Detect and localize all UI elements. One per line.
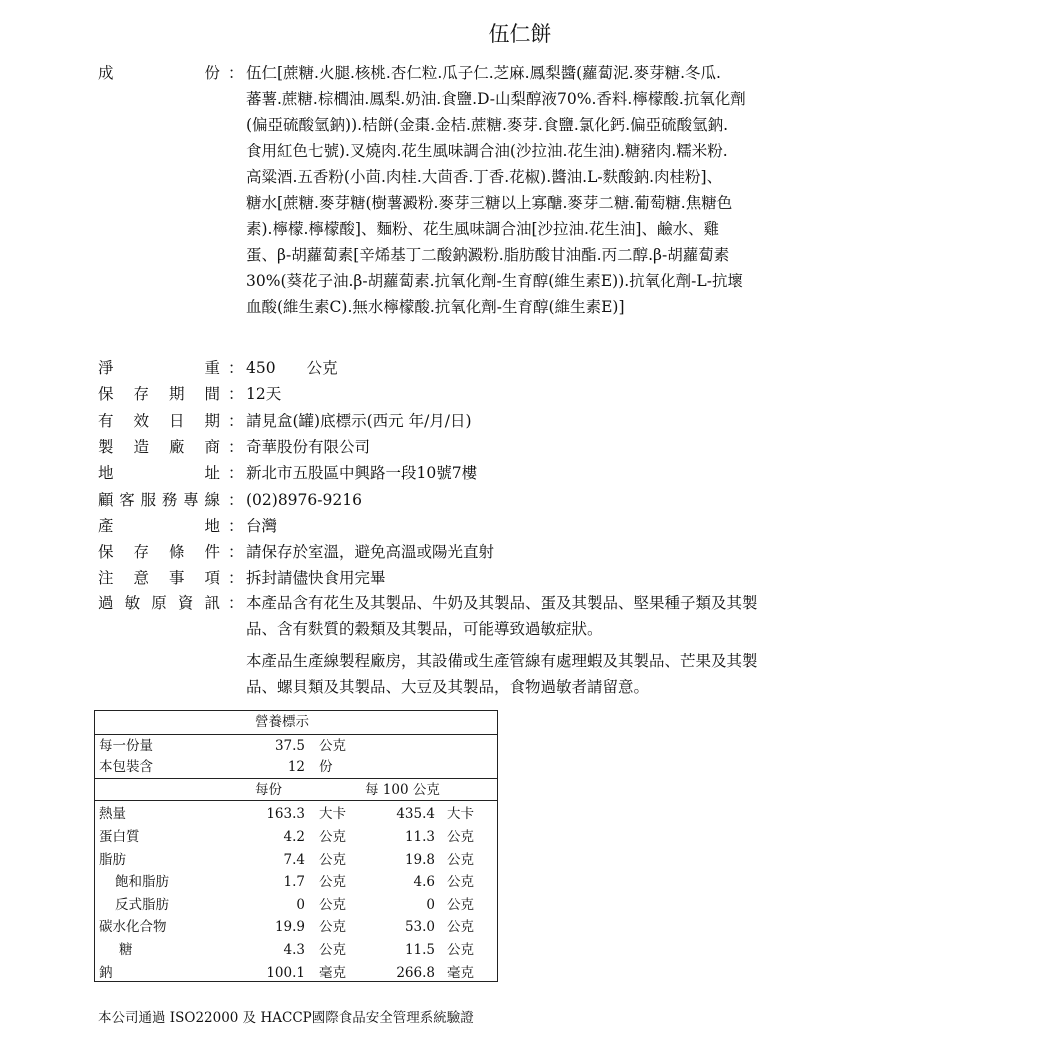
ingredients-line: 血酸(維生素C).無水檸檬酸.抗氧化劑-生育醇(維生素E)] [246,298,625,316]
colon: ： [228,385,244,404]
field-label [98,539,220,565]
per-100g-value: 11.5 [404,942,435,958]
label-char: 地 [204,516,220,535]
certification-note: 本公司通過 ISO22000 及 HACCP國際食品安全管理系統驗證 [98,1010,474,1026]
info-value: (02)8976-9216 [246,490,362,509]
label-char: 有 [98,411,114,430]
per-100g-value: 266.8 [396,964,435,981]
label-char: 注 [98,569,114,588]
product-title: 伍仁餅 [488,22,552,46]
per-100g-unit: 大卡 [447,806,474,823]
pack-label: 本包裝含 [99,759,153,776]
field-label [98,487,220,513]
per-serving-unit: 公克 [319,829,346,845]
info-value: 新北市五股區中興路一段10號7樓 [246,464,478,483]
info-value: 請保存於室溫，避免高溫或陽光直射 [246,543,495,562]
nutrient-row [95,939,497,962]
nutrient-name: 脂肪 [99,851,126,868]
ingredients-line: 高粱酒.五香粉(小茴.肉桂.大茴香.丁香.花椒).醬油.L-麩酸鈉.肉桂粉]、 [246,168,723,186]
label-char: 效 [133,411,149,430]
label-char: 造 [133,437,149,456]
colon: ： [228,543,244,562]
per-serving-unit: 公克 [319,851,346,868]
label-char: 線 [204,490,220,509]
per-serving-value: 19.9 [274,919,305,936]
nutrient-row [95,803,497,826]
per-serving-unit: 公克 [319,942,346,958]
label-char: 務 [161,490,178,509]
nutrition-title-row [95,711,497,734]
col-per-100g: 每 100 公克 [365,781,440,798]
allergen-line: 品、含有麩質的穀類及其製品，可能導致過敏症狀。 [246,620,603,638]
per-100g-value: 53.0 [404,919,435,936]
label-char: 商 [204,437,220,456]
colon: ： [228,464,244,483]
nutrition-table [94,710,498,982]
label-char: 期 [204,411,220,430]
per-serving-value: 100.1 [266,964,305,981]
nutrient-name: 熱量 [99,806,126,823]
label-char: 存 [133,543,149,562]
field-label [98,460,220,486]
label-char: 地 [98,464,114,483]
label-char: 址 [204,464,220,483]
serving-size-row [95,735,497,758]
per-100g-value: 19.8 [404,851,435,868]
per-100g-unit: 公克 [447,874,474,891]
label-char: 日 [168,411,185,430]
per-100g-unit: 公克 [447,919,474,936]
per-100g-value: 4.6 [413,874,435,891]
field-label [98,408,220,434]
nutrient-row [95,962,497,985]
label-char: 敏 [124,594,141,612]
label-char: 淨 [98,359,114,377]
ingredients-line: 伍仁[蔗糖.火腿.核桃.杏仁粒.瓜子仁.芝麻.鳳梨醬(蘿蔔泥.麥芽糖.冬瓜. [246,64,721,82]
ingredients-line: 蛋、β-胡蘿蔔素[辛烯基丁二酸鈉澱粉.脂肪酸甘油酯.丙二醇.β-胡蘿蔔素 [246,246,730,264]
ingredients-line: (偏亞硫酸氫鈉)).桔餅(金棗.金桔.蔗糖.麥芽.食鹽.氯化鈣.偏亞硫酸氫鈉. [246,116,729,134]
field-label [98,565,220,591]
nutrient-row [95,916,497,939]
nutrient-name: 飽和脂肪 [115,874,169,891]
nutrient-name: 碳水化合物 [99,919,167,936]
field-label [98,381,220,407]
ingredients-line: 糖水[蔗糖.麥芽糖(樹薯澱粉.麥芽三糖以上寡醣.麥芽二糖.葡萄糖.焦糖色 [246,194,733,212]
per-serving-unit: 毫克 [319,964,346,981]
label-char: 資 [177,594,194,612]
label-char: 事 [168,569,185,588]
label-char: 保 [98,543,114,562]
pack-value: 12 [287,759,305,776]
label-char: 存 [133,385,149,404]
nutrient-row [95,894,497,917]
per-100g-unit: 公克 [447,829,474,845]
per-100g-value: 435.4 [396,806,435,823]
per-serving-value: 0 [296,896,305,913]
table-rule [95,800,497,801]
serving-unit: 公克 [319,737,346,754]
field-label [98,355,220,381]
field-label [98,590,220,616]
per-serving-value: 4.3 [283,942,305,958]
label-char: 服 [140,490,157,509]
ingredients-line: 素).檸檬.檸檬酸]、麵粉、花生風味調合油[沙拉油.花生油]、鹼水、雞 [246,220,719,238]
per-serving-unit: 公克 [319,919,346,936]
info-value: 拆封請儘快食用完畢 [246,569,386,588]
per-serving-unit: 公克 [319,874,346,891]
per-100g-unit: 公克 [447,896,474,913]
per-serving-value: 7.4 [283,851,305,868]
colon: ： [228,437,244,456]
info-value: 台灣 [246,516,278,535]
label-char: 意 [133,569,149,588]
nutrient-name: 糖 [119,942,133,958]
label-char: 過 [98,594,114,612]
info-value: 請見盒(罐)底標示(西元 年/月/日) [246,411,472,430]
column-header-row [95,779,497,802]
per-serving-value: 1.7 [283,874,305,891]
ingredients-line: 30%(葵花子油.β-胡蘿蔔素.抗氧化劑-生育醇(維生素E)).抗氧化劑-L-抗壞 [246,272,743,290]
label-char: 條 [168,543,185,562]
label-char: 專 [183,490,199,509]
allergen-text [246,590,866,700]
colon: ： [228,516,244,535]
per-100g-unit: 公克 [447,851,474,868]
ingredients-text [246,60,866,320]
nutrient-row [95,849,497,872]
label-char: 顧 [98,490,114,509]
nutrient-name: 蛋白質 [99,829,140,845]
label-char: 訊 [204,594,220,612]
servings-per-pack-row [95,756,497,779]
serving-label: 每一份量 [99,737,153,754]
field-label [98,434,220,460]
label-char: 成 [98,64,114,82]
colon: ： [228,490,244,509]
nutrient-row [95,871,497,894]
label-char: 間 [204,385,220,404]
label-char: 產 [98,516,114,535]
ingredients-line: 蕃薯.蔗糖.棕櫚油.鳳梨.奶油.食鹽.D-山梨醇液70%.香料.檸檬酸.抗氧化劑 [246,90,746,108]
per-serving-unit: 大卡 [319,806,346,823]
label-char: 期 [168,385,185,404]
label-char: 保 [98,385,114,404]
nutrition-title: 營養標示 [255,714,309,730]
field-label [98,513,220,539]
label-char: 項 [204,569,220,588]
colon: ： [228,64,244,82]
per-serving-value: 163.3 [266,806,305,823]
per-100g-unit: 公克 [447,942,474,958]
info-value: 12天 [246,385,282,404]
nutrient-name: 反式脂肪 [115,896,169,913]
pack-unit: 份 [319,759,333,776]
label-char: 客 [119,490,135,509]
allergen-line: 本產品含有花生及其製品、牛奶及其製品、蛋及其製品、堅果種子類及其製 [246,594,758,612]
per-100g-value: 0 [426,896,435,913]
ingredients-line: 食用紅色七號).叉燒肉.花生風味調合油(沙拉油.花生油).糖豬肉.糯米粉. [246,142,728,160]
label-char: 製 [98,437,114,456]
label-char: 重 [204,359,220,377]
allergen-line: 品、螺貝類及其製品、大豆及其製品，食物過敏者請留意。 [246,678,650,696]
label-char: 原 [151,594,167,612]
info-value: 奇華股份有限公司 [246,437,371,456]
colon: ： [228,569,244,588]
col-per-serving: 每份 [255,781,282,798]
per-serving-value: 4.2 [283,829,305,845]
colon: ： [228,359,244,377]
serving-value: 37.5 [274,737,305,754]
per-100g-value: 11.3 [404,829,435,845]
per-100g-unit: 毫克 [447,964,474,981]
label-char: 廠 [168,437,185,456]
info-value: 450 公克 [246,359,338,377]
colon: ： [228,594,244,612]
colon: ： [228,411,244,430]
allergen-line: 本產品生產線製程廠房，其設備或生產管線有處理蝦及其製品、芒果及其製 [246,652,758,670]
nutrient-row [95,826,497,849]
label-char: 件 [204,543,220,562]
label-char: 份 [204,64,220,82]
nutrient-name: 鈉 [99,964,113,981]
field-label [98,60,220,86]
per-serving-unit: 公克 [319,896,346,913]
